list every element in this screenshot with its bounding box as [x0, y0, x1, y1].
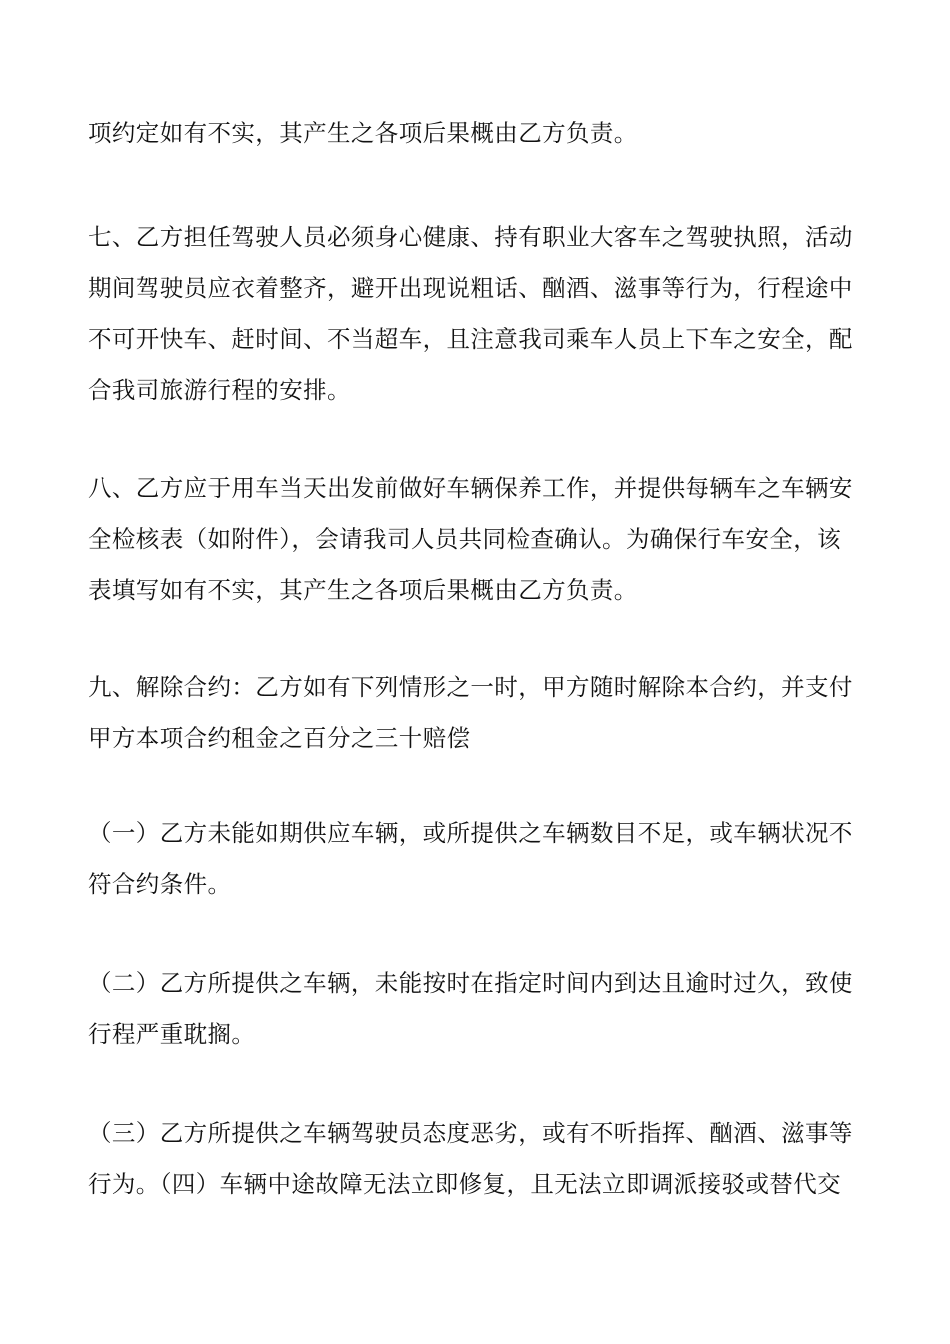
paragraph-clause-9 — [88, 662, 863, 764]
text-line: 甲方本项合约租金之百分之三十赔偿 — [88, 724, 471, 752]
paragraph-clause-8 — [88, 463, 863, 616]
text-line: 八、乙方应于用车当天出发前做好车辆保养工作，并提供每辆车之车辆安 — [88, 474, 853, 502]
text-line: 全检核表（如附件），会请我司人员共同检查确认。为确保行车安全，该 — [88, 525, 842, 553]
text-line: （二）乙方所提供之车辆，未能按时在指定时间内到达且逾时过久，致使 — [88, 969, 853, 997]
paragraph-clause-7 — [88, 212, 863, 416]
text-line: 项约定如有不实，其产生之各项后果概由乙方负责。 — [88, 119, 638, 147]
paragraph-clause-9-1 — [88, 808, 863, 910]
text-line: 不可开快车、赶时间、不当超车，且注意我司乘车人员上下车之安全，配 — [88, 325, 853, 353]
text-line: （一）乙方未能如期供应车辆，或所提供之车辆数目不足，或车辆状况不 — [88, 819, 853, 847]
text-line: 期间驾驶员应衣着整齐，避开出现说粗话、酗酒、滋事等行为，行程途中 — [88, 274, 853, 302]
text-line: 合我司旅游行程的安排。 — [88, 376, 351, 404]
paragraph-clause-9-3 — [88, 1108, 863, 1210]
text-line: 符合约条件。 — [88, 870, 232, 898]
paragraph-continuation — [88, 108, 863, 159]
text-line: 七、乙方担任驾驶人员必须身心健康、持有职业大客车之驾驶执照，活动 — [88, 223, 853, 251]
text-line: （三）乙方所提供之车辆驾驶员态度恶劣，或有不听指挥、酗酒、滋事等 — [88, 1119, 853, 1147]
text-line: 表填写如有不实，其产生之各项后果概由乙方负责。 — [88, 576, 638, 604]
paragraph-clause-9-2 — [88, 958, 863, 1060]
text-line: 行程严重耽搁。 — [88, 1020, 256, 1048]
text-line: 九、解除合约：乙方如有下列情形之一时，甲方随时解除本合约，并支付 — [88, 673, 853, 701]
text-line: 行为。（四）车辆中途故障无法立即修复，且无法立即调派接驳或替代交 — [88, 1170, 842, 1198]
